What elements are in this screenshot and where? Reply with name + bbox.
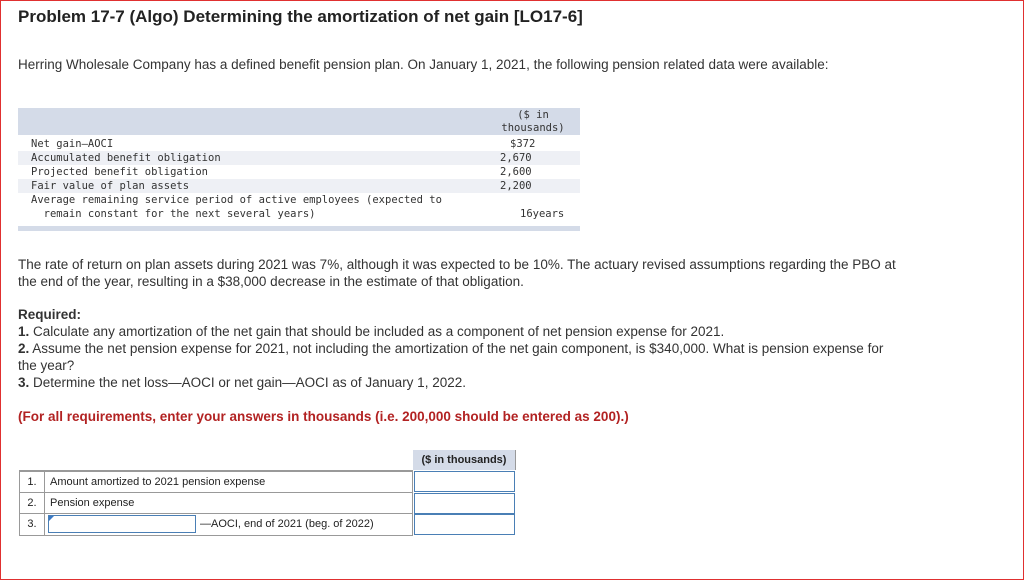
data-table-footer-bar	[18, 226, 580, 231]
table-row	[18, 137, 580, 151]
table-row	[18, 151, 580, 165]
row-label: Net gain–AOCI	[31, 138, 114, 150]
data-table-header	[18, 108, 580, 135]
row-label: Fair value of plan assets	[31, 180, 190, 192]
answer-row-2	[19, 493, 413, 514]
table-row	[18, 193, 580, 207]
answer-table-header: ($ in thousands)	[413, 450, 516, 470]
row-label: Pension expense	[50, 497, 135, 509]
data-table-header-line1: ($ in	[517, 109, 549, 121]
row-label: Projected benefit obligation	[31, 166, 209, 178]
row-label: —AOCI, end of 2021 (beg. of 2022)	[200, 518, 374, 530]
pension-expense-input[interactable]	[414, 493, 515, 514]
row-number: 1.	[20, 472, 45, 492]
rate-of-return-paragraph: The rate of return on plan assets during 2021 was 7%, although it was expected to be 10%. The actuary revised assumptions regarding the PBO at the end of the year, resulting in a $38,000 decrease in the estimate of that obligation.	[18, 257, 896, 289]
row-value: 16years	[520, 208, 565, 220]
row-number: 3.	[20, 514, 45, 535]
row-number: 2.	[20, 493, 45, 513]
answer-row-3	[19, 514, 413, 536]
problem-title: Problem 17-7 (Algo) Determining the amortization of net gain [LO17-6]	[18, 7, 583, 26]
row-value: 2,600	[500, 166, 532, 178]
required-item: 1. Calculate any amortization of the net gain that should be included as a component of net pension expense for 2021.	[18, 324, 725, 339]
required-item: 2. Assume the net pension expense for 2021, not including the amortization of the net gain component, is $340,000. What is pension expense for the year?	[18, 341, 884, 373]
row-label: remain constant for the next several years)	[31, 208, 316, 220]
row-value: $372	[510, 138, 536, 150]
amortization-input[interactable]	[414, 471, 515, 492]
pension-data-table	[18, 108, 580, 232]
row-label: Accumulated benefit obligation	[31, 152, 221, 164]
table-row	[18, 207, 580, 221]
required-item: 3. Determine the net loss—AOCI or net gain—AOCI as of January 1, 2022.	[18, 375, 466, 390]
table-row	[18, 179, 580, 193]
row-value: 2,670	[500, 152, 532, 164]
required-list	[18, 323, 898, 391]
data-table-header-line2: thousands)	[501, 122, 565, 134]
aoci-input[interactable]	[414, 514, 515, 535]
intro-paragraph: Herring Wholesale Company has a defined benefit pension plan. On January 1, 2021, the following pension related data were available:	[18, 57, 829, 72]
row-value: 2,200	[500, 180, 532, 192]
required-heading: Required:	[18, 307, 82, 322]
table-row	[18, 165, 580, 179]
row-label: Average remaining service period of active employees (expected to	[31, 194, 442, 206]
row-label: Amount amortized to 2021 pension expense	[50, 476, 266, 488]
answer-row-1	[19, 471, 413, 493]
instruction-note: (For all requirements, enter your answers in thousands (i.e. 200,000 should be entered as 200).)	[18, 409, 629, 424]
net-gain-loss-dropdown[interactable]	[48, 515, 196, 533]
